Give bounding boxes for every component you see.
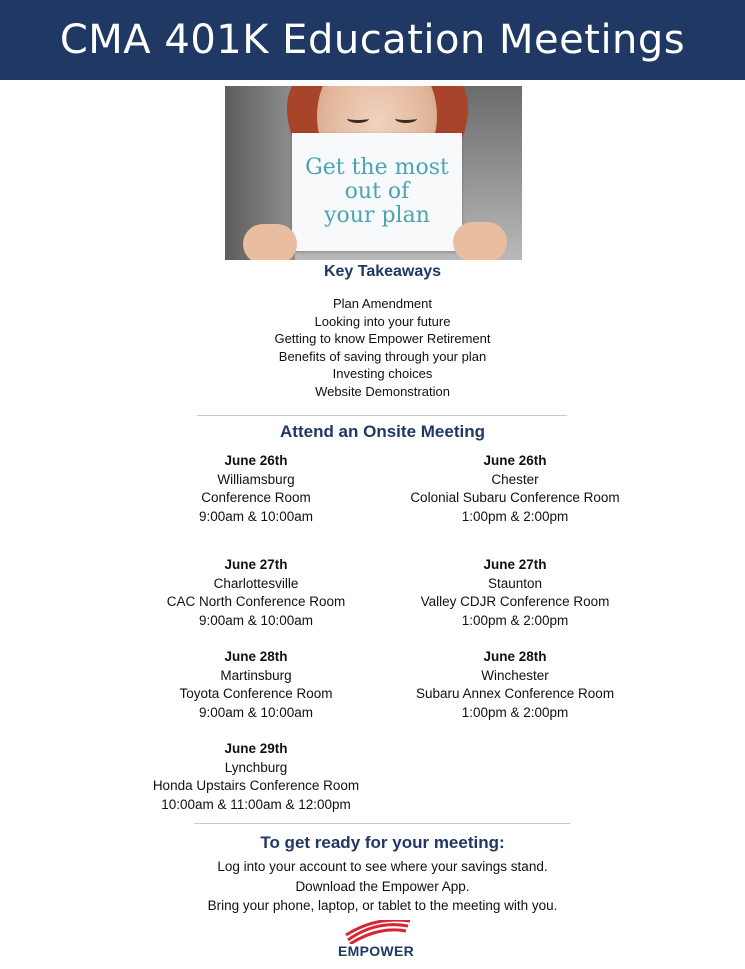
meeting-location: Charlottesville (213, 575, 299, 591)
onsite-heading: Attend an Onsite Meeting (280, 422, 485, 441)
meeting-times: 1:00pm & 2:00pm (461, 704, 569, 720)
meeting-room: Honda Upstairs Conference Room (152, 778, 360, 793)
hero-card-line: your plan (324, 203, 430, 228)
divider (197, 415, 567, 416)
meeting-card (385, 556, 645, 630)
hand-right (453, 222, 507, 260)
meeting-location: Martinsburg (220, 667, 292, 683)
list-item: Website Demonstration (315, 383, 450, 399)
meeting-times: 9:00am & 10:00am (198, 508, 314, 524)
hand-left (243, 224, 297, 260)
meeting-room: Toyota Conference Room (179, 686, 333, 701)
page-title: CMA 401K Education Meetings (59, 17, 686, 63)
meeting-date: June 29th (224, 741, 288, 756)
meeting-times: 9:00am & 10:00am (198, 612, 314, 628)
meeting-date: June 28th (224, 649, 288, 664)
takeaways-list (0, 295, 745, 401)
meeting-date: June 26th (483, 453, 547, 468)
meeting-location: Staunton (487, 575, 543, 591)
logo-wordmark: EMPOWER (338, 943, 414, 959)
meeting-card (126, 452, 386, 526)
empower-flag-icon (330, 920, 422, 944)
ready-instructions (0, 857, 745, 916)
list-item: Looking into your future (314, 313, 451, 329)
divider (194, 823, 570, 824)
meeting-room: Conference Room (201, 490, 311, 505)
takeaways-heading: Key Takeaways (323, 263, 442, 280)
meeting-date: June 27th (483, 557, 547, 572)
meeting-room: Colonial Subaru Conference Room (410, 490, 620, 505)
meeting-location: Chester (491, 471, 539, 487)
meeting-room: Subaru Annex Conference Room (415, 686, 615, 701)
meeting-room: Valley CDJR Conference Room (420, 594, 610, 609)
meeting-date: June 27th (224, 557, 288, 572)
list-item: Benefits of saving through your plan (278, 348, 487, 364)
list-item: Investing choices (332, 366, 433, 382)
list-item: Plan Amendment (332, 296, 432, 311)
meeting-date: June 26th (224, 453, 288, 468)
header-banner (0, 0, 745, 80)
meeting-times: 10:00am & 11:00am & 12:00pm (161, 796, 351, 812)
list-item: Getting to know Empower Retirement (274, 331, 491, 347)
ready-line: Download the Empower App. (295, 878, 470, 894)
meeting-room: CAC North Conference Room (166, 594, 346, 609)
ready-line: Bring your phone, laptop, or tablet to the meeting with you. (207, 898, 558, 913)
hero-card (292, 133, 462, 251)
meeting-card (385, 648, 645, 722)
meeting-location: Winchester (481, 667, 549, 683)
meeting-date: June 28th (483, 649, 547, 664)
meeting-card (126, 556, 386, 630)
hero-image (225, 86, 522, 260)
eye-right (395, 114, 417, 123)
eye-left (347, 114, 369, 123)
meeting-times: 9:00am & 10:00am (198, 704, 314, 720)
meeting-card (126, 648, 386, 722)
meeting-card (126, 740, 386, 814)
meeting-location: Lynchburg (224, 759, 288, 775)
meeting-times: 1:00pm & 2:00pm (461, 612, 569, 628)
ready-line: Log into your account to see where your savings stand. (217, 859, 548, 874)
meeting-times: 1:00pm & 2:00pm (461, 508, 569, 524)
empower-logo (330, 920, 422, 962)
hero-card-line: Get the most (305, 155, 449, 180)
meeting-card (385, 452, 645, 526)
meeting-location: Williamsburg (217, 471, 295, 487)
hero-card-line: out of (344, 179, 410, 204)
ready-heading: To get ready for your meeting: (260, 833, 505, 852)
